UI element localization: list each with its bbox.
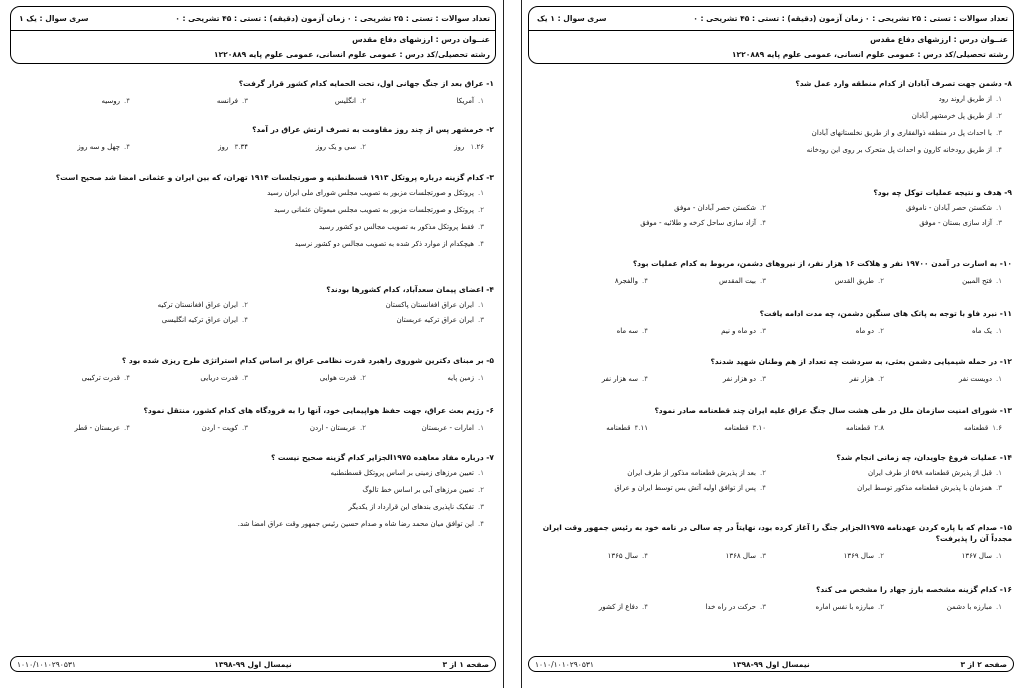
option[interactable]: ۴.ایران عراق ترکیه انگلیسی: [161, 316, 248, 324]
option[interactable]: ۴.این توافق میان محمد رضا شاه و صدام حسین رئیس جمهور وقت عراق امضا شد.: [237, 520, 484, 528]
page-header: [10, 6, 496, 64]
option[interactable]: ۱.سال ۱۳۶۷: [961, 552, 1002, 560]
option[interactable]: ۲.تعیین مرزهای آبی بر اساس خط تالوگ: [362, 486, 484, 494]
question-text: ۱۴- عملیات فروغ جاویدان، چه زمانی انجام شد؟: [836, 453, 1012, 462]
question-text: ۱۱- نبرد فاو با توجه به پاتک های سنگین دشمن، چه مدت ادامه یافت؟: [759, 309, 1012, 318]
option[interactable]: ۳.حرکت در راه خدا: [705, 603, 766, 611]
question-text: ۳- کدام گزینه درباره پروتکل ۱۹۱۳ قسطنطنیه و صورتجلسات ۱۹۱۴ تهران، که بین ایران و عثمانی امضا شد صحیح است؟: [55, 173, 494, 182]
option[interactable]: ۲.ایران عراق افغانستان ترکیه: [157, 301, 248, 309]
question-count: تعداد سوالات : تستی : ۲۵ تشریحی : ۰: [865, 14, 1008, 23]
page-footer: [10, 656, 496, 672]
option[interactable]: ۲.شکستن حصر آبادان - موفق: [674, 204, 766, 212]
question-item: [530, 522, 1012, 560]
option[interactable]: ۳.۱۰قطعنامه: [724, 424, 766, 432]
question-text: ۱۲- در حمله شیمیایی دشمن بعثی، به سردشت چه تعداد از هم وطنان شهید شدند؟: [710, 357, 1012, 366]
option[interactable]: ۱.زمین پایه: [447, 374, 484, 382]
page-separator-left: [503, 0, 504, 688]
question-text: ۶- رژیم بعث عراق، جهت حفظ هواپیمایی خود، آنها را به فرودگاه های کدام کشور، منتقل نمود؟: [143, 406, 494, 415]
option[interactable]: ۲.قدرت هوایی: [319, 374, 366, 382]
major-code: رشته تحصیلی/کد درس : عمومی علوم انسانی، عمومی علوم پایه ۱۲۲۰۸۸۹: [731, 50, 1008, 59]
option[interactable]: ۴.سه هزار نفر: [601, 375, 648, 383]
question-text: ۹- هدف و نتیجه عملیات توکل چه بود؟: [873, 188, 1012, 197]
option[interactable]: ۱.۶قطعنامه: [964, 424, 1002, 432]
question-item: [12, 355, 494, 382]
option[interactable]: ۳.آزاد سازی بستان - موفق: [919, 219, 1002, 227]
option[interactable]: ۱.قبل از پذیرش قطعنامه ۵۹۸ از طرف ایران: [868, 469, 1002, 477]
option[interactable]: ۱.پروتکل و صورتجلسات مزبور به تصویب مجلس شورای ملی ایران رسید: [267, 189, 484, 197]
page-number: صفحه ۱ از ۳: [442, 660, 489, 669]
question-item: [530, 405, 1012, 432]
question-text: ۲- خرمشهر پس از چند روز مقاومت به تصرف ارتش عراق در آمد؟: [252, 125, 494, 134]
series-label: سری سوال : ۱ یک: [537, 14, 607, 23]
option[interactable]: ۲.مبارزه با نفس اماره: [815, 603, 884, 611]
question-item: [12, 405, 494, 432]
option[interactable]: ۲.عربستان - اردن: [309, 424, 366, 432]
option[interactable]: ۳.فقط پروتکل مذکور به تصویب مجالس دو کشور رسید: [318, 223, 484, 231]
page-separator-right: [521, 0, 522, 688]
option[interactable]: ۳.۳۴ روز: [218, 143, 248, 151]
option[interactable]: ۴.والفجر۸: [614, 277, 648, 285]
question-text: ۱۳- شورای امنیت سازمان ملل در طی هشت سال جنگ عراق علیه ایران چند قطعنامه صادر نمود؟: [654, 406, 1012, 415]
option[interactable]: ۳.با احداث پل در منطقه ذوالفقاری و از طریق نخلستانهای آبادان: [811, 129, 1002, 137]
question-item: [530, 78, 1012, 163]
question-text: ۸- دشمن جهت تصرف آبادان از کدام منطقه وارد عمل شد؟: [795, 79, 1012, 88]
option[interactable]: ۲.سی و یک روز: [315, 143, 366, 151]
question-text: ۱۵- صدام که با پاره کردن عهدنامه ۱۹۷۵الجزایر جنگ را آغاز کرده بود، نهایتاً در چه سالی در نامه خود به رئیس جمهور وقت ایران مجدداً آن را پذیرفت؟: [542, 523, 1012, 543]
option[interactable]: ۴.از طریق رودخانه کارون و احداث پل متحرک بر روی این رودخانه: [806, 146, 1002, 154]
option[interactable]: ۴.۱۱قطعنامه: [606, 424, 648, 432]
option[interactable]: ۴.روسیه: [101, 97, 130, 105]
exam-code: ۱۰۱۰/۱۰۱۰۲۹۰۵۳۱: [17, 660, 76, 669]
option[interactable]: ۲.طریق القدس: [834, 277, 884, 285]
option[interactable]: ۳.فرانسه: [216, 97, 248, 105]
question-text: ۵- بر مبنای دکترین شوروی راهبرد قدرت نظامی عراق بر اساس کدام استراتژی طرح ریزی شده بود ؟: [121, 356, 494, 365]
option[interactable]: ۲.از طریق پل خرمشهر آبادان: [911, 112, 1002, 120]
option[interactable]: ۱.آمریکا: [456, 97, 484, 105]
option[interactable]: ۲.هزار نفر: [849, 375, 884, 383]
option[interactable]: ۴.قدرت ترکیبی: [81, 374, 130, 382]
option[interactable]: ۲.دو ماه: [855, 327, 884, 335]
page-header: [528, 6, 1014, 64]
option[interactable]: ۲.بعد از پذیرش قطعنامه مذکور از طرف ایران: [627, 469, 766, 477]
page-number: صفحه ۲ از ۳: [960, 660, 1007, 669]
option[interactable]: ۴.سال ۱۳۶۵: [607, 552, 648, 560]
question-item: [12, 78, 494, 105]
option[interactable]: ۴.عربستان - قطر: [74, 424, 130, 432]
option[interactable]: ۳.قدرت دریایی: [200, 374, 248, 382]
question-item: [530, 356, 1012, 383]
option[interactable]: ۳.بیت المقدس: [718, 277, 766, 285]
option[interactable]: ۴.هیچکدام از موارد ذکر شده به تصویب مجالس دو کشور نرسید: [294, 240, 484, 248]
question-text: ۱۶- کدام گزینه مشخصه بارز جهاد را مشخص می کند؟: [815, 585, 1012, 594]
option[interactable]: ۴.سه ماه: [616, 327, 648, 335]
option[interactable]: ۴.چهل و سه روز: [77, 143, 130, 151]
exam-time: زمان آزمون (دقیقه) : تستی : ۴۵ تشریحی : ۰: [175, 14, 345, 23]
option[interactable]: ۴.آزاد سازی ساحل کرخه و طلائیه - موفق: [640, 219, 766, 227]
option[interactable]: ۱.یک ماه: [972, 327, 1002, 335]
option[interactable]: ۳.سال ۱۳۶۸: [725, 552, 766, 560]
option[interactable]: ۴.دفاع از کشور: [598, 603, 648, 611]
question-count: تعداد سوالات : تستی : ۲۵ تشریحی : ۰: [347, 14, 490, 23]
option[interactable]: ۱.ایران عراق افغانستان پاکستان: [385, 301, 484, 309]
option[interactable]: ۲.۸قطعنامه: [846, 424, 884, 432]
option[interactable]: ۲.پروتکل و صورتجلسات مزبور به تصویب مجلس مبعوثان عثمانی رسید: [274, 206, 484, 214]
option[interactable]: ۳.دو ماه و نیم: [721, 327, 766, 335]
option[interactable]: ۱.شکستن حصر آبادان - ناموفق: [906, 204, 1002, 212]
question-item: [12, 124, 494, 151]
option[interactable]: ۲.انگلیس: [334, 97, 366, 105]
major-code: رشته تحصیلی/کد درس : عمومی علوم انسانی، عمومی علوم پایه ۱۲۲۰۸۸۹: [213, 50, 490, 59]
questions-area: [12, 72, 494, 642]
questions-area: [530, 72, 1012, 642]
exam-page-1: [6, 2, 500, 686]
option[interactable]: ۳.همزمان با پذیرش قطعنامه مذکور توسط ایران: [857, 484, 1002, 492]
question-item: [12, 172, 494, 257]
question-item: [12, 452, 494, 537]
question-item: [530, 308, 1012, 335]
question-text: ۱- عراق بعد از جنگ جهانی اول، تحت الحمایه کدام کشور قرار گرفت؟: [238, 79, 494, 88]
option[interactable]: ۱.مبارزه با دشمن: [946, 603, 1002, 611]
question-text: ۷- درباره مفاد معاهده ۱۹۷۵الجزایر کدام گزینه صحیح نیست ؟: [270, 453, 494, 462]
option[interactable]: ۳.تفکیک ناپذیری بندهای این قرارداد از یکدیگر: [348, 503, 484, 511]
question-item: [530, 258, 1012, 285]
course-title: عنــوان درس : ارزشهای دفاع مقدس: [352, 35, 490, 44]
option[interactable]: ۳.کویت - اردن: [201, 424, 248, 432]
question-item: [12, 284, 494, 331]
course-title: عنــوان درس : ارزشهای دفاع مقدس: [870, 35, 1008, 44]
option[interactable]: ۲.سال ۱۳۶۹: [843, 552, 884, 560]
option[interactable]: ۱.امارات - عربستان: [421, 424, 484, 432]
question-item: [530, 452, 1012, 499]
option[interactable]: ۱.تعیین مرزهای زمینی بر اساس پروتکل قسطنطنیه: [330, 469, 484, 477]
question-text: ۴- اعضای پیمان سعدآباد، کدام کشورها بودند؟: [326, 285, 494, 294]
option[interactable]: ۱.دویست نفر: [958, 375, 1002, 383]
option[interactable]: ۳.ایران عراق ترکیه عربستان: [396, 316, 484, 324]
semester-label: نیمسال اول ۹۹-۱۳۹۸: [214, 660, 292, 669]
exam-code: ۱۰۱۰/۱۰۱۰۲۹۰۵۳۱: [535, 660, 594, 669]
option[interactable]: ۴.پس از توافق اولیه آتش بس توسط ایران و عراق: [614, 484, 766, 492]
exam-page-2: [524, 2, 1018, 686]
option[interactable]: ۳.دو هزار نفر: [722, 375, 766, 383]
series-label: سری سوال : یک ۱: [19, 14, 89, 23]
option[interactable]: ۱.از طریق اروند رود: [938, 95, 1002, 103]
question-item: [530, 584, 1012, 611]
semester-label: نیمسال اول ۹۹-۱۳۹۸: [732, 660, 810, 669]
question-text: ۱۰- به اسارت در آمدن ۱۹۷۰۰ نفر و هلاکت ۱۶ هزار نفر، از نیروهای دشمن، مربوط به کدام عملیات بود؟: [632, 259, 1012, 268]
exam-time: زمان آزمون (دقیقه) : تستی : ۴۵ تشریحی : ۰: [693, 14, 863, 23]
question-item: [530, 187, 1012, 234]
option[interactable]: ۱.۲۶ روز: [454, 143, 484, 151]
option[interactable]: ۱.فتح المبین: [962, 277, 1002, 285]
page-footer: [528, 656, 1014, 672]
